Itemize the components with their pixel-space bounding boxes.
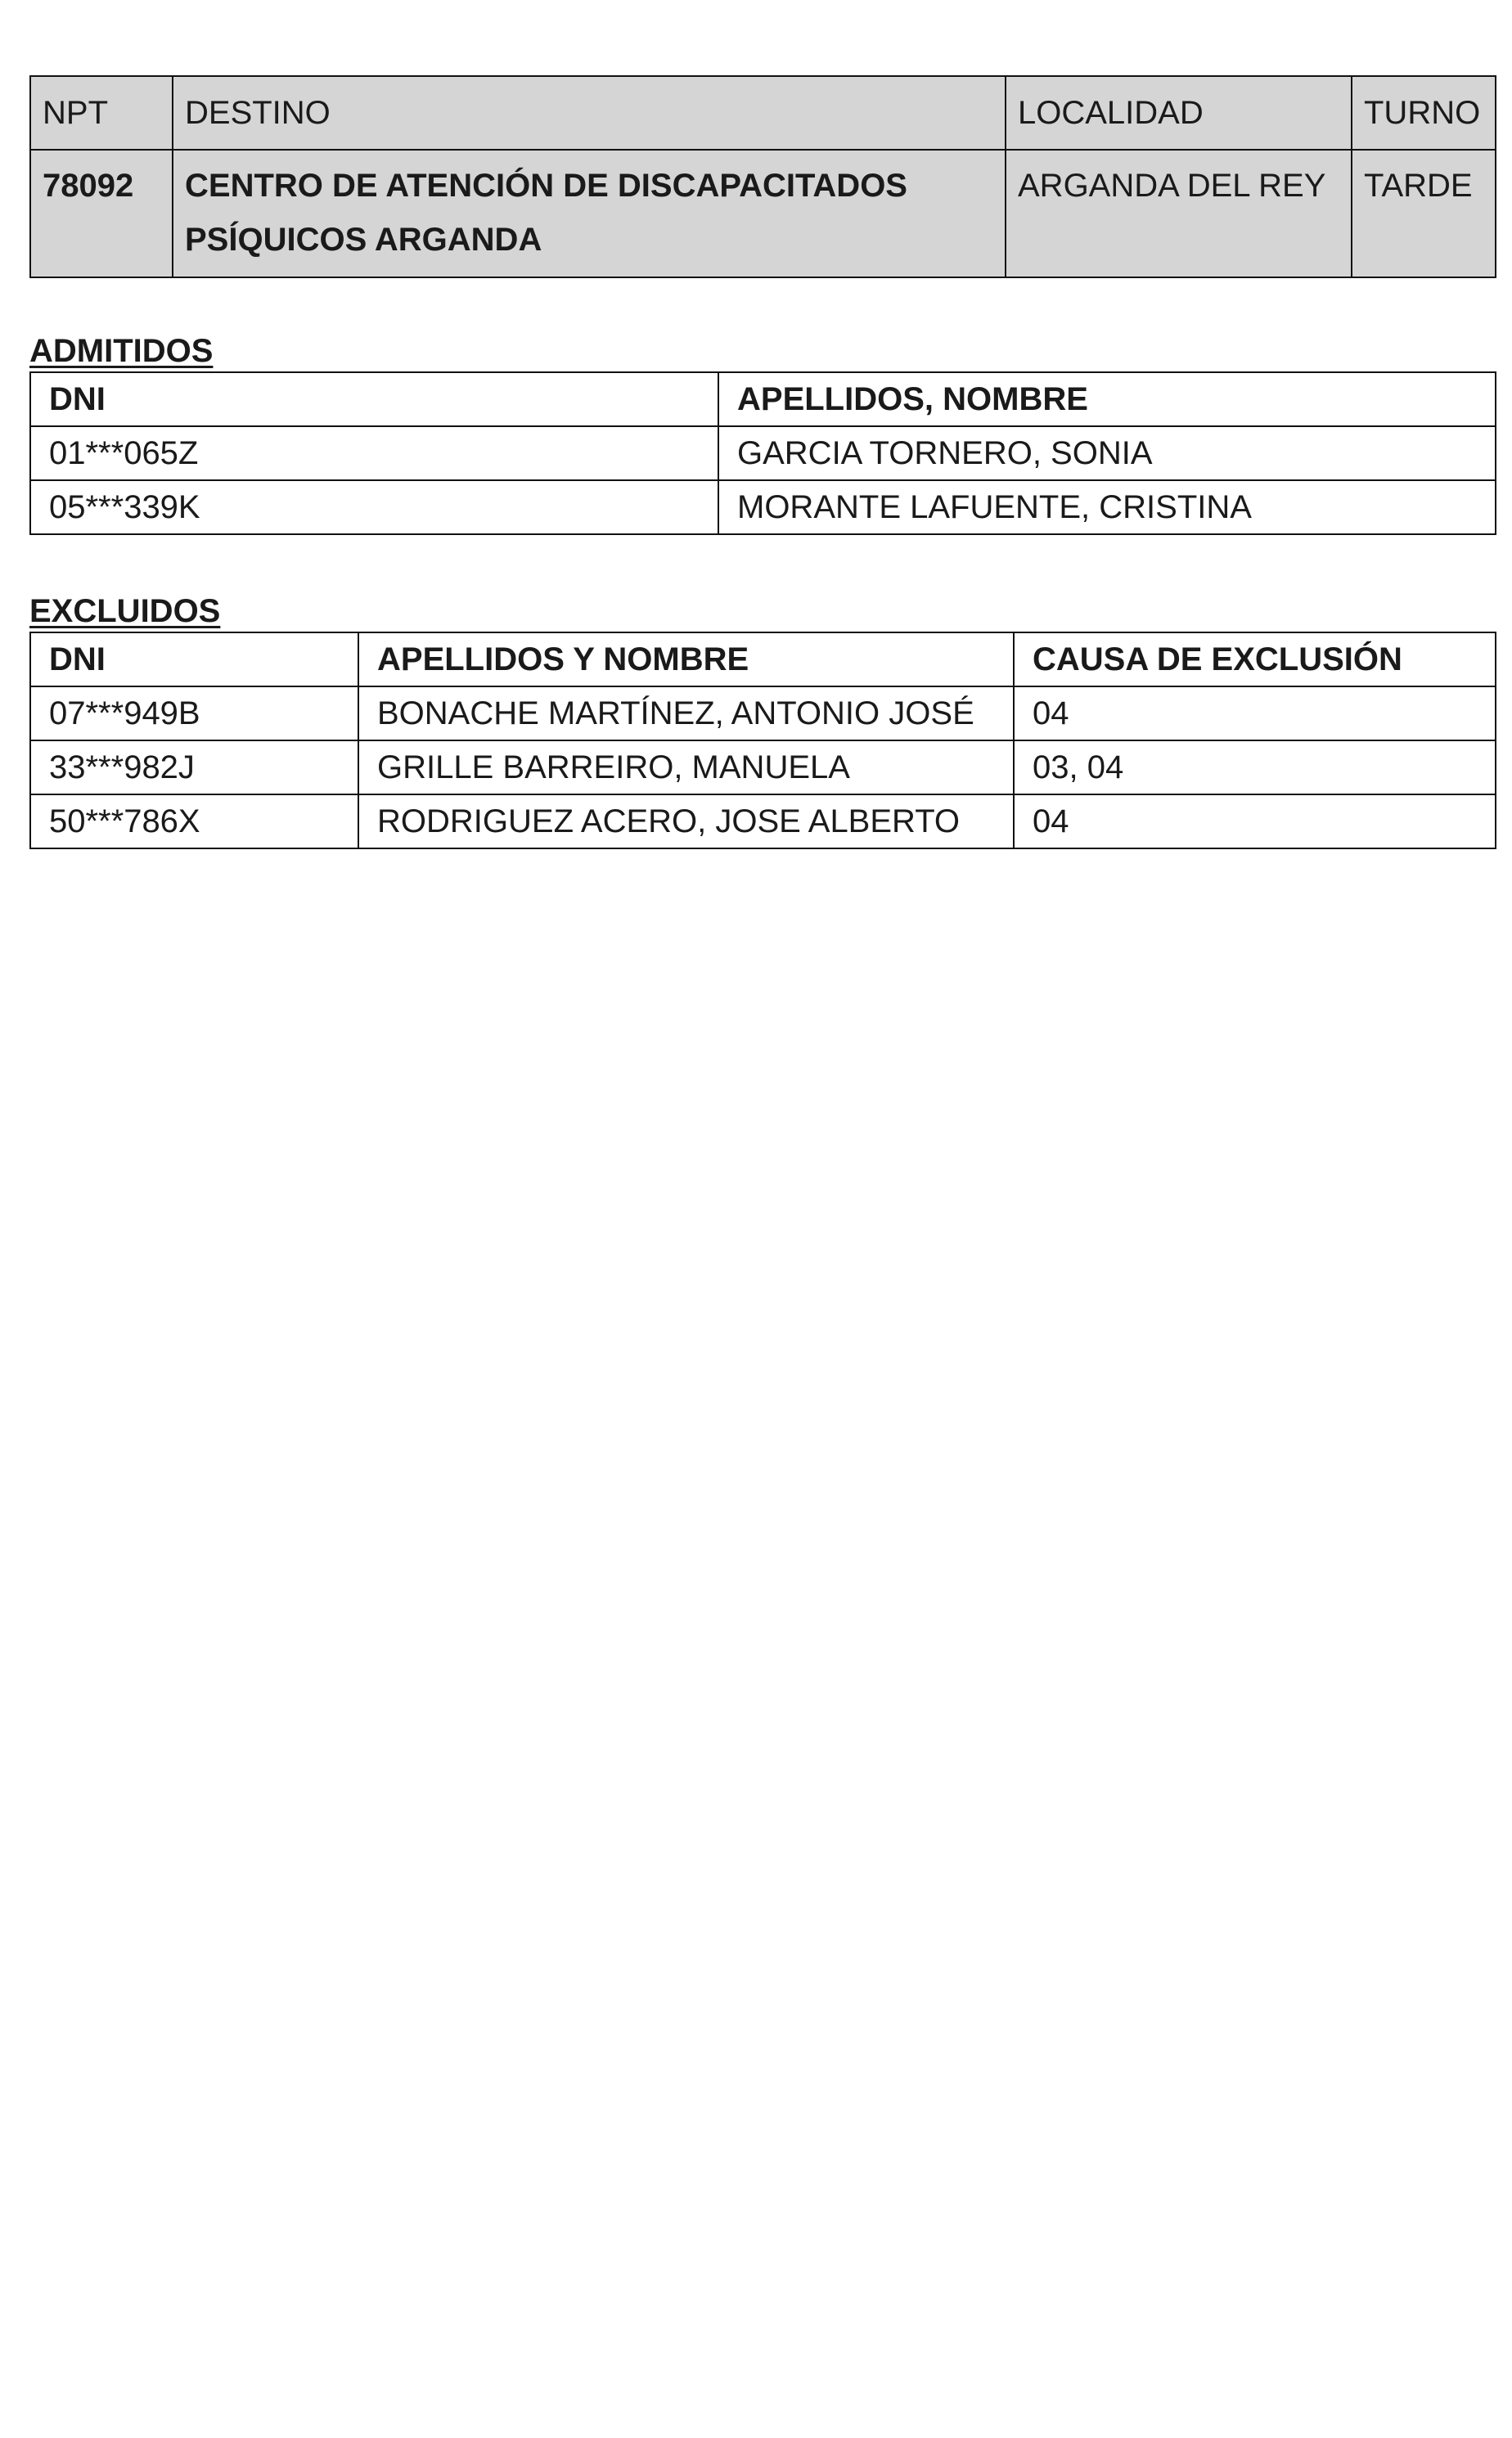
excluido-dni: 33***982J <box>30 740 358 794</box>
table-row <box>30 740 1496 794</box>
destino-value-line2: PSÍQUICOS ARGANDA <box>185 222 542 258</box>
excluidos-header-row <box>30 632 1496 686</box>
localidad-header: LOCALIDAD <box>1006 76 1352 150</box>
destino-table <box>29 75 1496 278</box>
destino-value <box>173 150 1006 277</box>
destino-header-row <box>30 76 1496 150</box>
admitidos-dni-header: DNI <box>30 372 718 426</box>
admitido-nombre: GARCIA TORNERO, SONIA <box>718 426 1496 480</box>
destino-value-line1: CENTRO DE ATENCIÓN DE DISCAPACITADOS <box>185 168 907 204</box>
excluido-nombre: GRILLE BARREIRO, MANUELA <box>358 740 1014 794</box>
excluido-causa: 04 <box>1014 794 1496 848</box>
admitidos-table <box>29 371 1496 535</box>
admitido-dni: 05***339K <box>30 480 718 534</box>
destino-header: DESTINO <box>173 76 1006 150</box>
table-row <box>30 480 1496 534</box>
destino-row <box>30 150 1496 277</box>
excluido-dni: 07***949B <box>30 686 358 740</box>
document-page <box>29 75 1495 849</box>
excluidos-table <box>29 632 1496 849</box>
excluidos-title: EXCLUIDOS <box>29 593 221 629</box>
table-row <box>30 426 1496 480</box>
excluido-causa: 03, 04 <box>1014 740 1496 794</box>
turno-value: TARDE <box>1352 150 1496 277</box>
npt-header: NPT <box>30 76 173 150</box>
admitidos-header-row <box>30 372 1496 426</box>
admitido-dni: 01***065Z <box>30 426 718 480</box>
localidad-value: ARGANDA DEL REY <box>1006 150 1352 277</box>
excluido-nombre: RODRIGUEZ ACERO, JOSE ALBERTO <box>358 794 1014 848</box>
excluidos-dni-header: DNI <box>30 632 358 686</box>
excluidos-causa-header: CAUSA DE EXCLUSIÓN <box>1014 632 1496 686</box>
admitido-nombre: MORANTE LAFUENTE, CRISTINA <box>718 480 1496 534</box>
npt-value: 78092 <box>30 150 173 277</box>
turno-header: TURNO <box>1352 76 1496 150</box>
admitidos-title: ADMITIDOS <box>29 333 214 369</box>
admitidos-nombre-header: APELLIDOS, NOMBRE <box>718 372 1496 426</box>
table-row <box>30 794 1496 848</box>
excluido-nombre: BONACHE MARTÍNEZ, ANTONIO JOSÉ <box>358 686 1014 740</box>
table-row <box>30 686 1496 740</box>
excluido-dni: 50***786X <box>30 794 358 848</box>
excluido-causa: 04 <box>1014 686 1496 740</box>
excluidos-nombre-header: APELLIDOS Y NOMBRE <box>358 632 1014 686</box>
